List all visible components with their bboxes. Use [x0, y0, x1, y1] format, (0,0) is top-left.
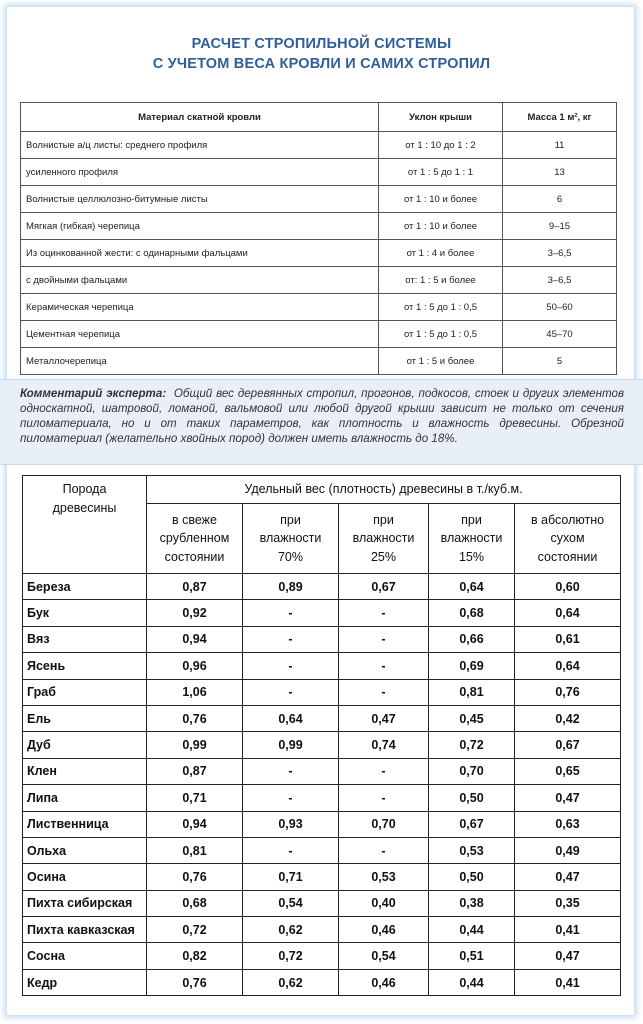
wood-density-value: 0,94: [147, 626, 243, 652]
header-column-line: срубленном: [159, 531, 230, 546]
table-row: [21, 267, 617, 294]
wood-density-value: 0,63: [515, 811, 621, 837]
roof-cell-material: Мягкая (гибкая) черепица: [21, 213, 379, 240]
wood-density-value: 0,64: [429, 574, 515, 600]
wood-density-value: 0,92: [147, 600, 243, 626]
header-mass: Масса 1 м², кг: [503, 103, 617, 132]
wood-density-value: 0,62: [243, 917, 339, 943]
roof-cell-slope: от 1 : 10 и более: [379, 186, 503, 213]
wood-density-value: 0,60: [515, 574, 621, 600]
table-row: [23, 917, 621, 943]
wood-density-value: -: [339, 653, 429, 679]
wood-density-value: 0,72: [243, 943, 339, 969]
roof-cell-mass: 11: [503, 132, 617, 159]
wood-density-value: -: [243, 653, 339, 679]
header-column-line: в абсолютно: [530, 512, 605, 527]
roof-cell-material: Цементная черепица: [21, 321, 379, 348]
wood-density-value: 0,99: [147, 732, 243, 758]
roof-cell-mass: 3–6,5: [503, 267, 617, 294]
roof-cell-material: Волнистые целлюлозно-битумные листы: [21, 186, 379, 213]
wood-species-name: Лиственница: [23, 811, 147, 837]
wood-density-value: 0,71: [243, 864, 339, 890]
wood-density-value: 0,89: [243, 574, 339, 600]
wood-density-value: 0,45: [429, 705, 515, 731]
wood-density-value: 0,96: [147, 653, 243, 679]
wood-density-value: 0,44: [429, 969, 515, 995]
wood-density-value: 0,51: [429, 943, 515, 969]
table-row: [23, 758, 621, 784]
expert-comment-text: [20, 386, 624, 446]
table-row: [21, 294, 617, 321]
wood-density-value: 0,76: [147, 969, 243, 995]
wood-density-value: 0,47: [515, 785, 621, 811]
wood-density-value: 0,49: [515, 837, 621, 863]
wood-density-value: 0,81: [147, 837, 243, 863]
header-column-line: при: [373, 512, 394, 527]
wood-density-value: 0,71: [147, 785, 243, 811]
header-column-line: сухом: [550, 531, 585, 546]
header-column-line: влажности: [440, 531, 503, 546]
roof-cell-material: Волнистые а/ц листы: среднего профиля: [21, 132, 379, 159]
roof-cell-material: Металлочерепица: [21, 348, 379, 375]
wood-density-value: 0,93: [243, 811, 339, 837]
expert-comment-label: Комментарий эксперта:: [20, 387, 167, 400]
wood-density-value: 0,99: [243, 732, 339, 758]
wood-density-value: 0,70: [429, 758, 515, 784]
roof-material-table: [20, 102, 617, 375]
table-row: [21, 240, 617, 267]
wood-density-value: 0,54: [243, 890, 339, 916]
roof-cell-mass: 13: [503, 159, 617, 186]
title-line-2: С УЧЕТОМ ВЕСА КРОВЛИ И САМИХ СТРОПИЛ: [152, 56, 491, 72]
roof-cell-slope: от 1 : 10 до 1 : 2: [379, 132, 503, 159]
roof-cell-material: Из оцинкованной жести: с одинарными фальцами: [21, 240, 379, 267]
header-column-line: состоянии: [537, 549, 598, 564]
wood-density-value: 0,47: [515, 943, 621, 969]
wood-species-name: Дуб: [23, 732, 147, 758]
header-column-line: состоянии: [164, 549, 225, 564]
header-species: [23, 476, 147, 574]
table-row: [23, 732, 621, 758]
table-row: [21, 132, 617, 159]
wood-species-name: Клен: [23, 758, 147, 784]
roof-cell-slope: от 1 : 10 и более: [379, 213, 503, 240]
wood-table-header-row-1: [23, 476, 621, 504]
wood-density-value: 0,53: [339, 864, 429, 890]
wood-density-value: 0,87: [147, 758, 243, 784]
table-row: [23, 600, 621, 626]
roof-cell-material: с двойными фальцами: [21, 267, 379, 294]
table-row: [21, 348, 617, 375]
wood-density-value: 0,44: [429, 917, 515, 943]
wood-species-name: Береза: [23, 574, 147, 600]
wood-density-value: 0,74: [339, 732, 429, 758]
wood-density-value: 0,68: [147, 890, 243, 916]
wood-density-value: 0,42: [515, 705, 621, 731]
wood-density-value: -: [243, 758, 339, 784]
wood-species-name: Липа: [23, 785, 147, 811]
wood-density-value: 0,62: [243, 969, 339, 995]
roof-cell-slope: от 1 : 5 до 1 : 0,5: [379, 321, 503, 348]
header-column-line: в свеже: [172, 512, 217, 527]
wood-density-value: 0,46: [339, 969, 429, 995]
header-density-column: [515, 504, 621, 574]
wood-density-value: 0,67: [515, 732, 621, 758]
table-row: [23, 864, 621, 890]
wood-density-value: 0,35: [515, 890, 621, 916]
header-species-line-2: древесины: [52, 501, 117, 515]
wood-species-name: Граб: [23, 679, 147, 705]
roof-cell-material: усиленного профиля: [21, 159, 379, 186]
wood-species-name: Пихта сибирская: [23, 890, 147, 916]
wood-density-value: 0,76: [147, 864, 243, 890]
wood-species-name: Вяз: [23, 626, 147, 652]
roof-table-header-row: [21, 103, 617, 132]
header-slope: Уклон крыши: [379, 103, 503, 132]
header-material: Материал скатной кровли: [21, 103, 379, 132]
roof-cell-slope: от 1 : 4 и более: [379, 240, 503, 267]
wood-species-name: Кедр: [23, 969, 147, 995]
wood-density-value: 0,69: [429, 653, 515, 679]
table-row: [23, 626, 621, 652]
wood-density-value: 0,46: [339, 917, 429, 943]
roof-cell-slope: от 1 : 5 и более: [379, 348, 503, 375]
wood-density-value: 0,67: [429, 811, 515, 837]
wood-density-value: 0,47: [515, 864, 621, 890]
header-density-group: Удельный вес (плотность) древесины в т./куб.м.: [147, 476, 621, 504]
roof-cell-mass: 45–70: [503, 321, 617, 348]
wood-density-value: 0,64: [515, 600, 621, 626]
roof-cell-mass: 6: [503, 186, 617, 213]
wood-density-value: -: [339, 758, 429, 784]
header-column-line: влажности: [259, 531, 322, 546]
wood-density-value: -: [243, 785, 339, 811]
header-column-line: 15%: [458, 549, 485, 564]
wood-density-value: -: [339, 837, 429, 863]
wood-density-value: -: [243, 600, 339, 626]
header-column-line: при: [280, 512, 301, 527]
table-row: [23, 943, 621, 969]
header-density-column: [147, 504, 243, 574]
wood-density-value: 0,38: [429, 890, 515, 916]
roof-cell-material: Керамическая черепица: [21, 294, 379, 321]
wood-species-name: Бук: [23, 600, 147, 626]
table-row: [23, 837, 621, 863]
wood-density-value: 0,50: [429, 864, 515, 890]
wood-species-name: Пихта кавказская: [23, 917, 147, 943]
header-column-line: при: [461, 512, 482, 527]
roof-cell-mass: 3–6,5: [503, 240, 617, 267]
wood-density-value: -: [243, 679, 339, 705]
roof-cell-mass: 50–60: [503, 294, 617, 321]
wood-density-value: 0,41: [515, 969, 621, 995]
wood-density-value: 0,53: [429, 837, 515, 863]
wood-density-value: 0,82: [147, 943, 243, 969]
wood-density-value: 0,40: [339, 890, 429, 916]
header-column-line: 70%: [277, 549, 304, 564]
table-row: [23, 811, 621, 837]
wood-density-value: 1,06: [147, 679, 243, 705]
wood-density-value: 0,87: [147, 574, 243, 600]
expert-comment-body: Общий вес деревянных стропил, прогонов, подкосов, стоек и других элементов односкатной, шатровой, ломаной, вальмовой или любой другой крыши зависит не только от сечения пиломатериала, но и от таких параметров, как плотность и влажность древесины. Обрезной пиломатериал (желательно хвойных пород) должен иметь влажность до 18%.: [20, 387, 625, 445]
header-density-column: [243, 504, 339, 574]
wood-density-value: 0,61: [515, 626, 621, 652]
wood-density-value: 0,66: [429, 626, 515, 652]
wood-species-name: Ель: [23, 705, 147, 731]
wood-density-value: 0,65: [515, 758, 621, 784]
title-line-1: РАСЧЕТ СТРОПИЛЬНОЙ СИСТЕМЫ: [191, 36, 452, 52]
wood-density-value: -: [243, 837, 339, 863]
table-row: [23, 969, 621, 995]
header-column-line: 25%: [370, 549, 397, 564]
wood-density-value: 0,70: [339, 811, 429, 837]
wood-species-name: Осина: [23, 864, 147, 890]
wood-species-name: Ольха: [23, 837, 147, 863]
wood-density-value: 0,72: [429, 732, 515, 758]
expert-comment: [0, 379, 643, 465]
wood-density-value: 0,64: [243, 705, 339, 731]
wood-density-value: -: [339, 600, 429, 626]
wood-density-value: -: [339, 626, 429, 652]
wood-density-value: -: [243, 626, 339, 652]
wood-density-value: 0,41: [515, 917, 621, 943]
table-row: [23, 653, 621, 679]
wood-density-value: 0,76: [515, 679, 621, 705]
wood-density-value: 0,64: [515, 653, 621, 679]
wood-density-table: [22, 475, 621, 996]
table-row: [21, 213, 617, 240]
wood-density-value: 0,50: [429, 785, 515, 811]
roof-cell-mass: 9–15: [503, 213, 617, 240]
wood-density-value: -: [339, 785, 429, 811]
roof-cell-slope: от: 1 : 5 и более: [379, 267, 503, 294]
roof-cell-slope: от 1 : 5 до 1 : 1: [379, 159, 503, 186]
wood-density-value: -: [339, 679, 429, 705]
wood-density-value: 0,94: [147, 811, 243, 837]
table-row: [23, 705, 621, 731]
wood-density-value: 0,68: [429, 600, 515, 626]
wood-density-value: 0,67: [339, 574, 429, 600]
table-row: [23, 679, 621, 705]
wood-density-value: 0,54: [339, 943, 429, 969]
header-species-line-1: Порода: [62, 482, 107, 496]
wood-density-value: 0,76: [147, 705, 243, 731]
roof-cell-slope: от 1 : 5 до 1 : 0,5: [379, 294, 503, 321]
header-column-line: влажности: [352, 531, 415, 546]
page-title: [0, 34, 643, 74]
wood-species-name: Сосна: [23, 943, 147, 969]
table-row: [23, 785, 621, 811]
wood-species-name: Ясень: [23, 653, 147, 679]
table-row: [21, 321, 617, 348]
wood-density-value: 0,47: [339, 705, 429, 731]
table-row: [21, 186, 617, 213]
wood-density-value: 0,81: [429, 679, 515, 705]
wood-density-value: 0,72: [147, 917, 243, 943]
table-row: [21, 159, 617, 186]
roof-cell-mass: 5: [503, 348, 617, 375]
header-density-column: [339, 504, 429, 574]
table-row: [23, 574, 621, 600]
header-density-column: [429, 504, 515, 574]
table-row: [23, 890, 621, 916]
